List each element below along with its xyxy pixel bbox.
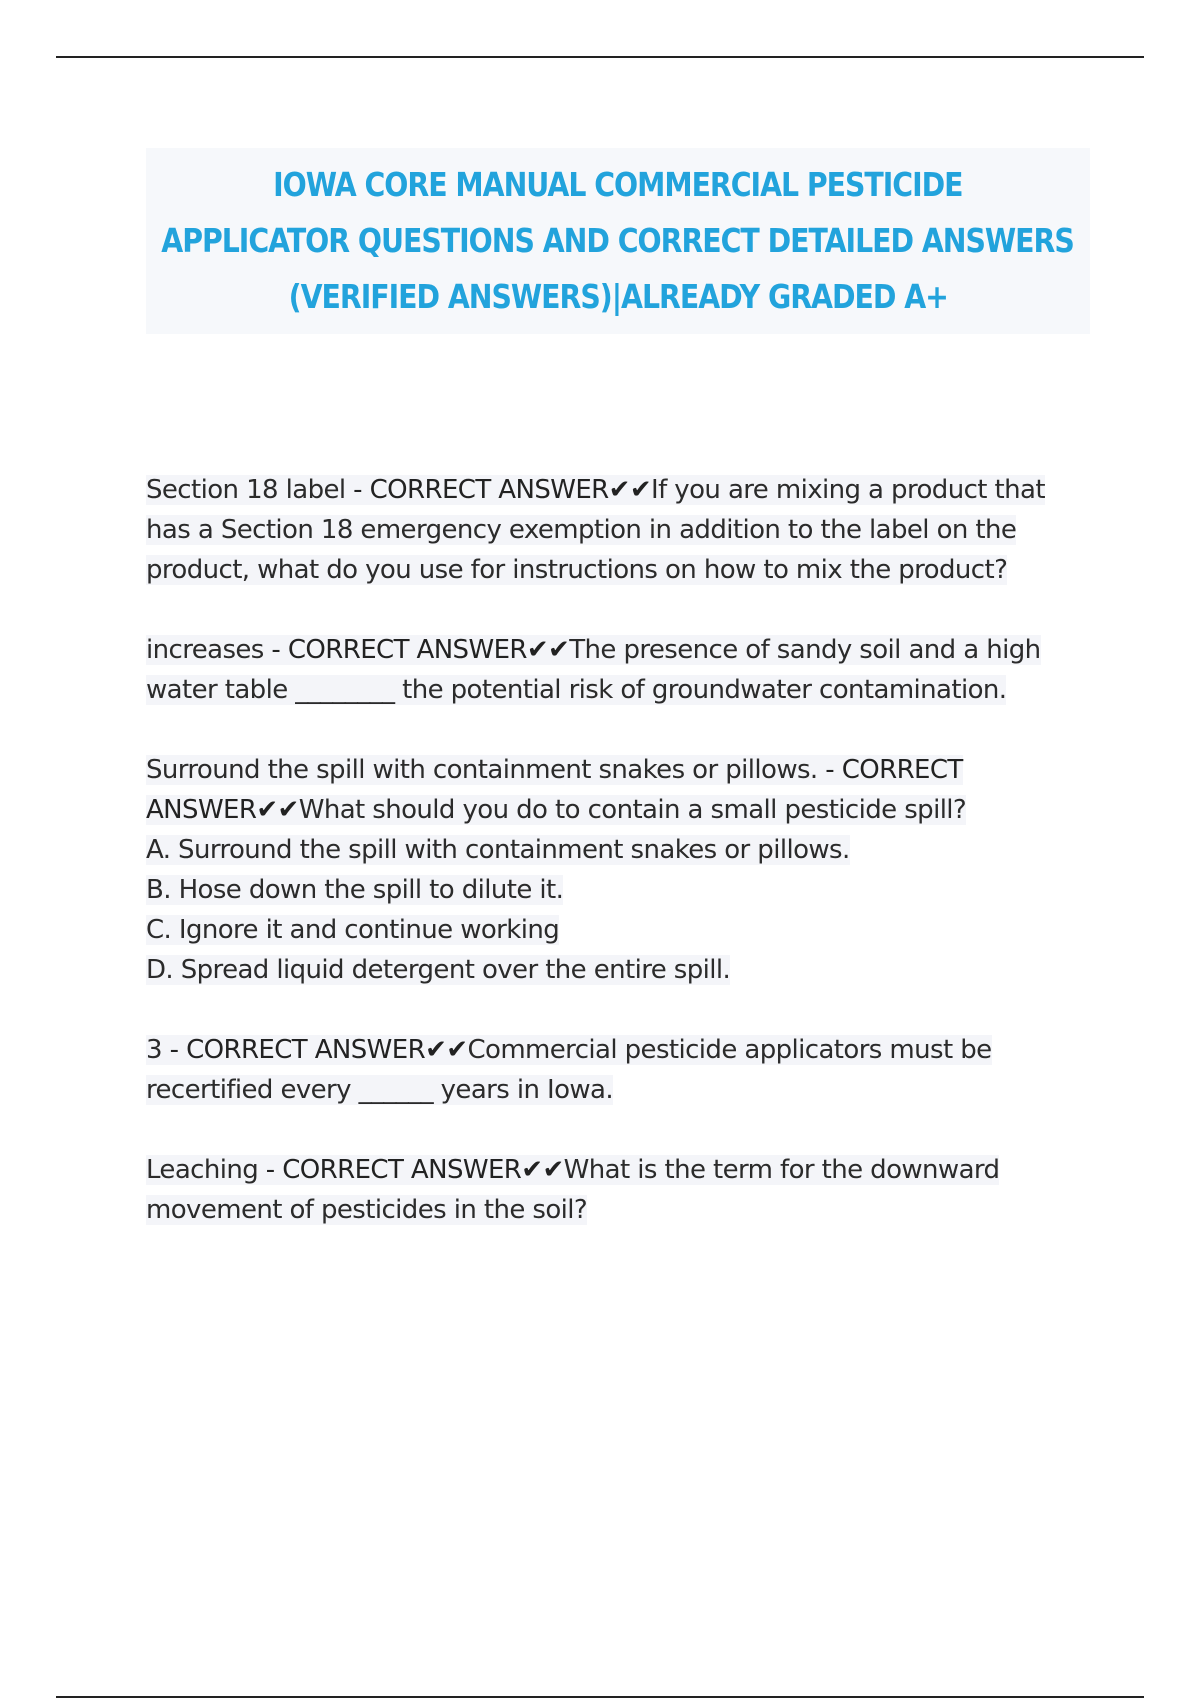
correct-answer-marker: - CORRECT ANSWER✔✔ — [263, 635, 570, 665]
question-text: What is the term for the downward movement of pesticides in the soil? — [146, 1155, 1000, 1225]
qa-item-3 — [146, 750, 1086, 990]
answer-text: increases — [146, 635, 264, 665]
qa-item-1 — [146, 470, 1086, 590]
qa-item-5 — [146, 1150, 1086, 1230]
title-line-2: APPLICATOR QUESTIONS AND CORRECT DETAILED ANSWERS — [161, 221, 1075, 260]
qa-text — [146, 1035, 992, 1105]
qa-text — [146, 475, 1045, 585]
qa-list — [146, 470, 1086, 1270]
option-d: D. Spread liquid detergent over the entire spill. — [146, 955, 731, 985]
answer-text: 3 — [146, 1035, 162, 1065]
question-text: The presence of sandy soil and a high water table ________ the potential risk of groundwater contamination. — [146, 635, 1041, 705]
title-line-3: (VERIFIED ANSWERS)|ALREADY GRADED A+ — [288, 277, 948, 316]
bottom-rule — [56, 1696, 1144, 1698]
qa-text — [146, 635, 1041, 705]
option-c: C. Ignore it and continue working — [146, 915, 560, 945]
option-b: B. Hose down the spill to dilute it. — [146, 875, 564, 905]
correct-answer-marker: - CORRECT ANSWER✔✔ — [258, 1155, 564, 1185]
title-line-1: IOWA CORE MANUAL COMMERCIAL PESTICIDE — [273, 165, 963, 204]
top-rule — [56, 56, 1144, 58]
answer-text: Leaching — [146, 1155, 259, 1185]
question-text: If you are mixing a product that has a Section 18 emergency exemption in addition to the label on the product, what do you use for instructions on how to mix the product? — [146, 475, 1045, 585]
answer-text: Section 18 label — [146, 475, 346, 505]
correct-answer-marker: - CORRECT ANSWER✔✔ — [146, 755, 963, 825]
question-text: Commercial pesticide applicators must be recertified every ______ years in Iowa. — [146, 1035, 992, 1105]
question-text: What should you do to contain a small pesticide spill? — [298, 795, 967, 825]
qa-item-2 — [146, 630, 1086, 710]
qa-item-4 — [146, 1030, 1086, 1110]
answer-text: Surround the spill with containment snakes or pillows. — [146, 755, 818, 785]
qa-text — [146, 755, 966, 825]
correct-answer-marker: - CORRECT ANSWER✔✔ — [161, 1035, 468, 1065]
option-a: A. Surround the spill with containment snakes or pillows. — [146, 835, 850, 865]
qa-text — [146, 1155, 999, 1225]
correct-answer-marker: - CORRECT ANSWER✔✔ — [345, 475, 652, 505]
document-title — [146, 148, 1090, 334]
